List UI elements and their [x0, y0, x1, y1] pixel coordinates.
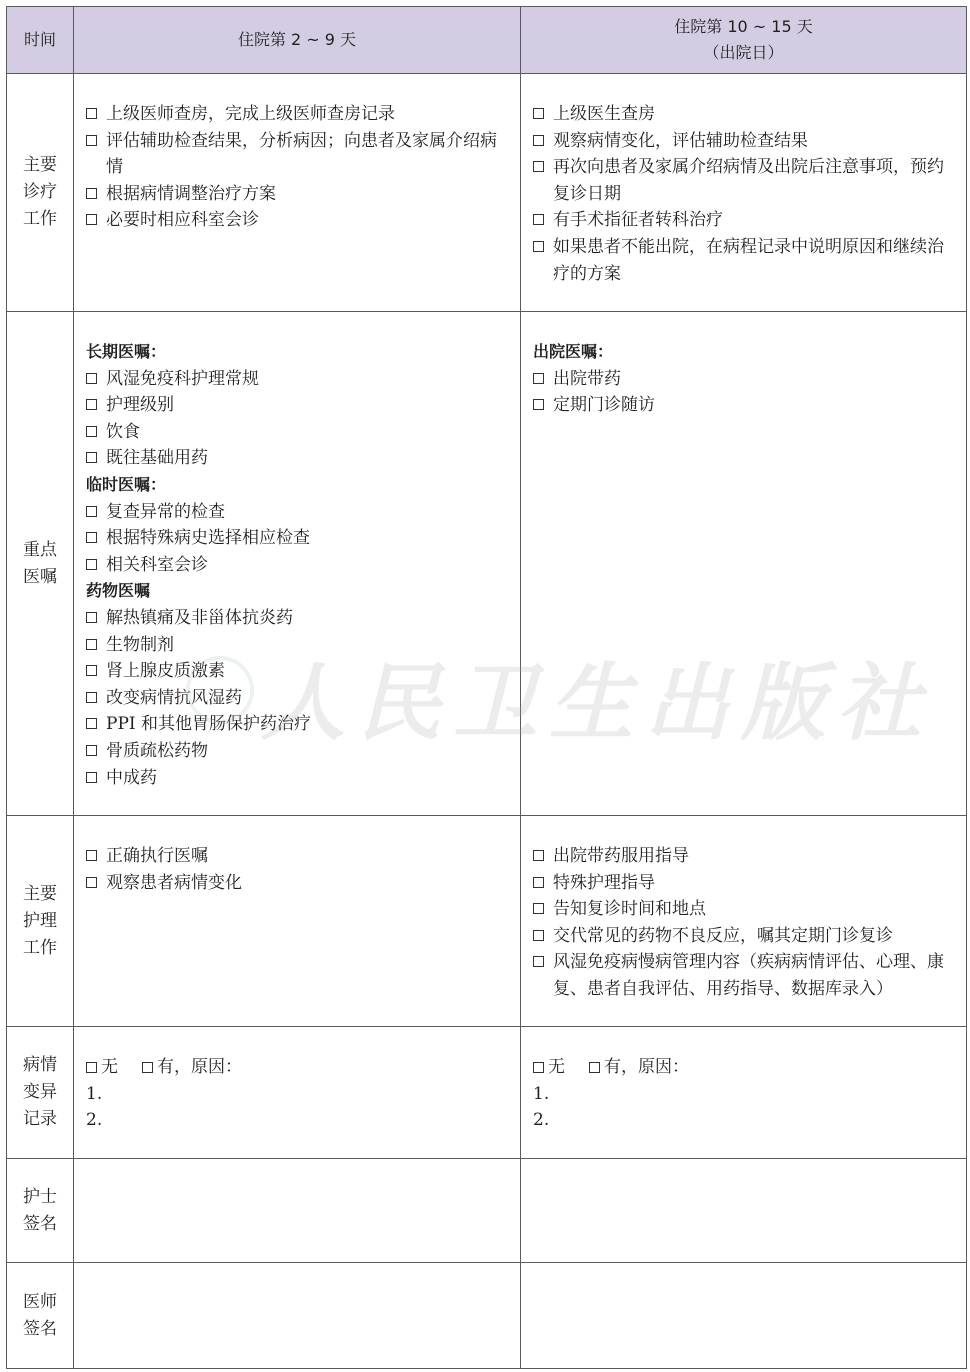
checkbox-icon[interactable] — [86, 214, 97, 225]
orders-left-cell — [74, 312, 521, 816]
label-char: 记录 — [23, 1109, 57, 1129]
row-orders — [7, 312, 967, 816]
checklist-item — [533, 923, 956, 950]
header-day-2-9: 住院第 2 ~ 9 天 — [74, 7, 521, 74]
row-label-doctor-sign — [7, 1263, 74, 1369]
checklist-item-text: 正确执行医嘱 — [106, 846, 208, 866]
doctor-sign-right-field[interactable] — [521, 1263, 967, 1369]
checkbox-icon[interactable] — [533, 877, 544, 888]
label-char: 变异 — [23, 1082, 57, 1102]
diagnosis-right-cell — [521, 74, 967, 312]
checklist-item — [86, 843, 510, 870]
row-label-variation — [7, 1027, 74, 1159]
checklist-item — [86, 392, 510, 419]
label-char: 工作 — [23, 209, 57, 229]
variation-options — [533, 1054, 956, 1081]
checkbox-icon[interactable] — [86, 426, 97, 437]
checkbox-icon[interactable] — [86, 745, 97, 756]
label-char: 护士 — [23, 1186, 57, 1207]
header-row — [7, 7, 967, 74]
checkbox-icon[interactable] — [86, 877, 97, 888]
row-label-orders — [7, 312, 74, 816]
checkbox-icon[interactable] — [86, 639, 97, 650]
checkbox-icon[interactable] — [533, 214, 544, 225]
order-section-title: 临时医嘱： — [86, 474, 167, 494]
checklist-item-text: 上级医生查房 — [553, 104, 655, 124]
checkbox-icon[interactable] — [142, 1062, 153, 1073]
checkbox-icon[interactable] — [533, 161, 544, 172]
row-variation — [7, 1027, 967, 1159]
label-char: 签名 — [23, 1213, 57, 1234]
checklist-item-text: 再次向患者及家属介绍病情及出院后注意事项，预约复诊日期 — [553, 157, 944, 204]
variation-line-1: 1. — [86, 1083, 103, 1104]
checkbox-icon[interactable] — [86, 373, 97, 384]
label-char: 病情 — [23, 1055, 57, 1075]
checklist-item-text: 相关科室会诊 — [106, 554, 208, 575]
nurse-sign-right-field[interactable] — [521, 1159, 967, 1263]
checklist-item — [86, 419, 510, 446]
checklist-item-text: 交代常见的药物不良反应，嘱其定期门诊复诊 — [553, 925, 893, 946]
label-char: 护理 — [23, 910, 57, 931]
checklist-item — [533, 949, 956, 1002]
checkbox-icon[interactable] — [86, 399, 97, 410]
label-char: 主要 — [23, 883, 57, 904]
checklist-item-text: 复查异常的检查 — [106, 501, 225, 522]
label-char: 工作 — [23, 937, 57, 958]
checklist-item-text: 评估辅助检查结果，分析病因；向患者及家属介绍病情 — [106, 130, 497, 178]
checklist-item — [86, 605, 510, 632]
checklist-item — [86, 685, 510, 712]
checklist-item — [533, 870, 956, 897]
header-day-10-15-line1: 住院第 10 ~ 15 天 — [674, 17, 813, 36]
clinical-pathway-page — [6, 6, 966, 1368]
variation-right-cell — [521, 1027, 967, 1159]
row-nurse-sign — [7, 1159, 967, 1263]
checklist-item-text: 必要时相应科室会诊 — [106, 210, 259, 231]
variation-line-2: 2. — [86, 1110, 103, 1131]
label-char: 医师 — [23, 1291, 57, 1312]
checkbox-icon[interactable] — [533, 373, 544, 384]
checklist-item-text: 观察患者病情变化 — [106, 872, 242, 893]
checklist-item — [86, 632, 510, 659]
checklist-item-text: 有手术指征者转科治疗 — [553, 210, 723, 231]
nursing-left-cell — [74, 816, 521, 1027]
checklist-item — [86, 445, 510, 472]
checkbox-icon[interactable] — [533, 399, 544, 410]
checkbox-icon[interactable] — [86, 506, 97, 517]
checklist-item-text: 如果患者不能出院，在病程记录中说明原因和继续治疗的方案 — [553, 236, 944, 284]
checklist-item-text: 告知复诊时间和地点 — [553, 899, 706, 920]
checkbox-icon[interactable] — [533, 850, 544, 861]
checkbox-icon[interactable] — [589, 1062, 600, 1073]
checklist-item-text: 风湿免疫科护理常规 — [106, 368, 259, 389]
checklist-item-text: 根据特殊病史选择相应检查 — [106, 528, 310, 549]
variation-none-label: 无 — [101, 1057, 118, 1077]
checklist-item — [86, 207, 510, 234]
variation-left-cell — [74, 1027, 521, 1159]
checkbox-icon[interactable] — [86, 665, 97, 676]
checkbox-icon[interactable] — [86, 135, 97, 146]
order-section-title: 长期医嘱： — [86, 342, 167, 361]
checklist-item-text: 根据病情调整治疗方案 — [106, 183, 276, 204]
checklist-item — [86, 552, 510, 579]
checklist-item-text: 定期门诊随访 — [553, 395, 655, 416]
checkbox-icon[interactable] — [86, 559, 97, 570]
row-doctor-sign — [7, 1263, 967, 1369]
checkbox-icon[interactable] — [86, 188, 97, 199]
variation-line-1: 1. — [533, 1083, 550, 1104]
checkbox-icon[interactable] — [86, 850, 97, 861]
label-char: 签名 — [23, 1318, 57, 1339]
checklist-item — [86, 738, 510, 765]
diagnosis-left-cell — [74, 74, 521, 312]
checklist-item — [533, 234, 956, 287]
order-section-title: 药物医嘱 — [86, 581, 151, 601]
checkbox-icon[interactable] — [86, 1062, 97, 1073]
orders-right-cell — [521, 312, 967, 816]
checklist-item-text: 上级医师查房，完成上级医师查房记录 — [106, 104, 395, 124]
checklist-item — [86, 181, 510, 208]
checklist-item — [533, 896, 956, 923]
checklist-item — [86, 499, 510, 526]
header-day-10-15-line2: （出院日） — [703, 43, 784, 62]
row-nursing — [7, 816, 967, 1027]
checklist-item-text: 肾上腺皮质激素 — [106, 661, 225, 682]
nursing-right-cell — [521, 816, 967, 1027]
checkbox-icon[interactable] — [533, 108, 544, 119]
checklist-item — [533, 207, 956, 234]
checkbox-icon[interactable] — [533, 241, 544, 252]
checkbox-icon[interactable] — [533, 1062, 544, 1073]
header-time: 时间 — [7, 7, 74, 74]
checklist-item-text: 骨质疏松药物 — [106, 740, 208, 761]
label-char: 重点 — [23, 539, 57, 560]
checklist-item — [533, 392, 956, 419]
checkbox-icon[interactable] — [533, 956, 544, 967]
checklist-item-text: 解热镇痛及非甾体抗炎药 — [106, 607, 293, 628]
checklist-item — [533, 101, 956, 128]
checklist-item — [86, 765, 510, 792]
checklist-item — [86, 711, 510, 738]
checklist-item — [533, 843, 956, 870]
checklist-item — [86, 525, 510, 552]
checklist-item-text: 风湿免疫病慢病管理内容（疾病病情评估、心理、康复、患者自我评估、用药指导、数据库录入） — [553, 952, 944, 999]
label-char: 主要 — [23, 155, 57, 175]
variation-none-label: 无 — [548, 1057, 565, 1077]
row-label-nursing — [7, 816, 74, 1027]
checkbox-icon[interactable] — [86, 108, 97, 119]
checklist-item-text: 观察病情变化，评估辅助检查结果 — [553, 130, 808, 151]
variation-line-2: 2. — [533, 1110, 550, 1131]
checklist-item — [86, 658, 510, 685]
row-label-nurse-sign — [7, 1159, 74, 1263]
checkbox-icon[interactable] — [86, 692, 97, 703]
checkbox-icon[interactable] — [533, 903, 544, 914]
variation-options — [86, 1054, 510, 1081]
checklist-item-text: 出院带药服用指导 — [553, 846, 689, 866]
checkbox-icon[interactable] — [533, 930, 544, 941]
checkbox-icon[interactable] — [86, 452, 97, 463]
label-char: 诊疗 — [23, 182, 57, 202]
row-diagnosis — [7, 74, 967, 312]
checkbox-icon[interactable] — [533, 135, 544, 146]
checklist-item-text: 护理级别 — [106, 395, 174, 416]
nurse-sign-left-field[interactable] — [74, 1159, 521, 1263]
checklist-item — [86, 870, 510, 897]
clinical-pathway-table — [6, 6, 967, 1369]
checkbox-icon[interactable] — [86, 532, 97, 543]
checklist-item-text: 既往基础用药 — [106, 448, 208, 469]
label-char: 医嘱 — [23, 566, 57, 587]
doctor-sign-left-field[interactable] — [74, 1263, 521, 1369]
variation-yes-label: 有，原因： — [604, 1057, 689, 1077]
watermark: 人民卫生出版社 — [261, 653, 934, 752]
checklist-item — [533, 154, 956, 207]
checklist-item-text: 出院带药 — [553, 368, 621, 389]
checklist-item — [86, 366, 510, 393]
checklist-item — [86, 101, 510, 128]
checklist-item-text: PPI 和其他胃肠保护药治疗 — [106, 714, 311, 735]
checklist-item-text: 改变病情抗风湿药 — [106, 687, 242, 708]
checklist-item-text: 特殊护理指导 — [553, 872, 655, 893]
row-label-diagnosis — [7, 74, 74, 312]
order-section-title: 出院医嘱： — [533, 342, 614, 361]
checklist-item — [86, 128, 510, 181]
checkbox-icon[interactable] — [86, 612, 97, 623]
checklist-item — [533, 128, 956, 155]
checklist-item-text: 生物制剂 — [106, 634, 174, 655]
checklist-item — [533, 366, 956, 393]
checklist-item-text: 中成药 — [106, 767, 157, 788]
checkbox-icon[interactable] — [86, 718, 97, 729]
checkbox-icon[interactable] — [86, 772, 97, 783]
variation-yes-label: 有，原因： — [157, 1057, 242, 1077]
checklist-item-text: 饮食 — [106, 421, 140, 442]
header-day-10-15 — [521, 7, 967, 74]
